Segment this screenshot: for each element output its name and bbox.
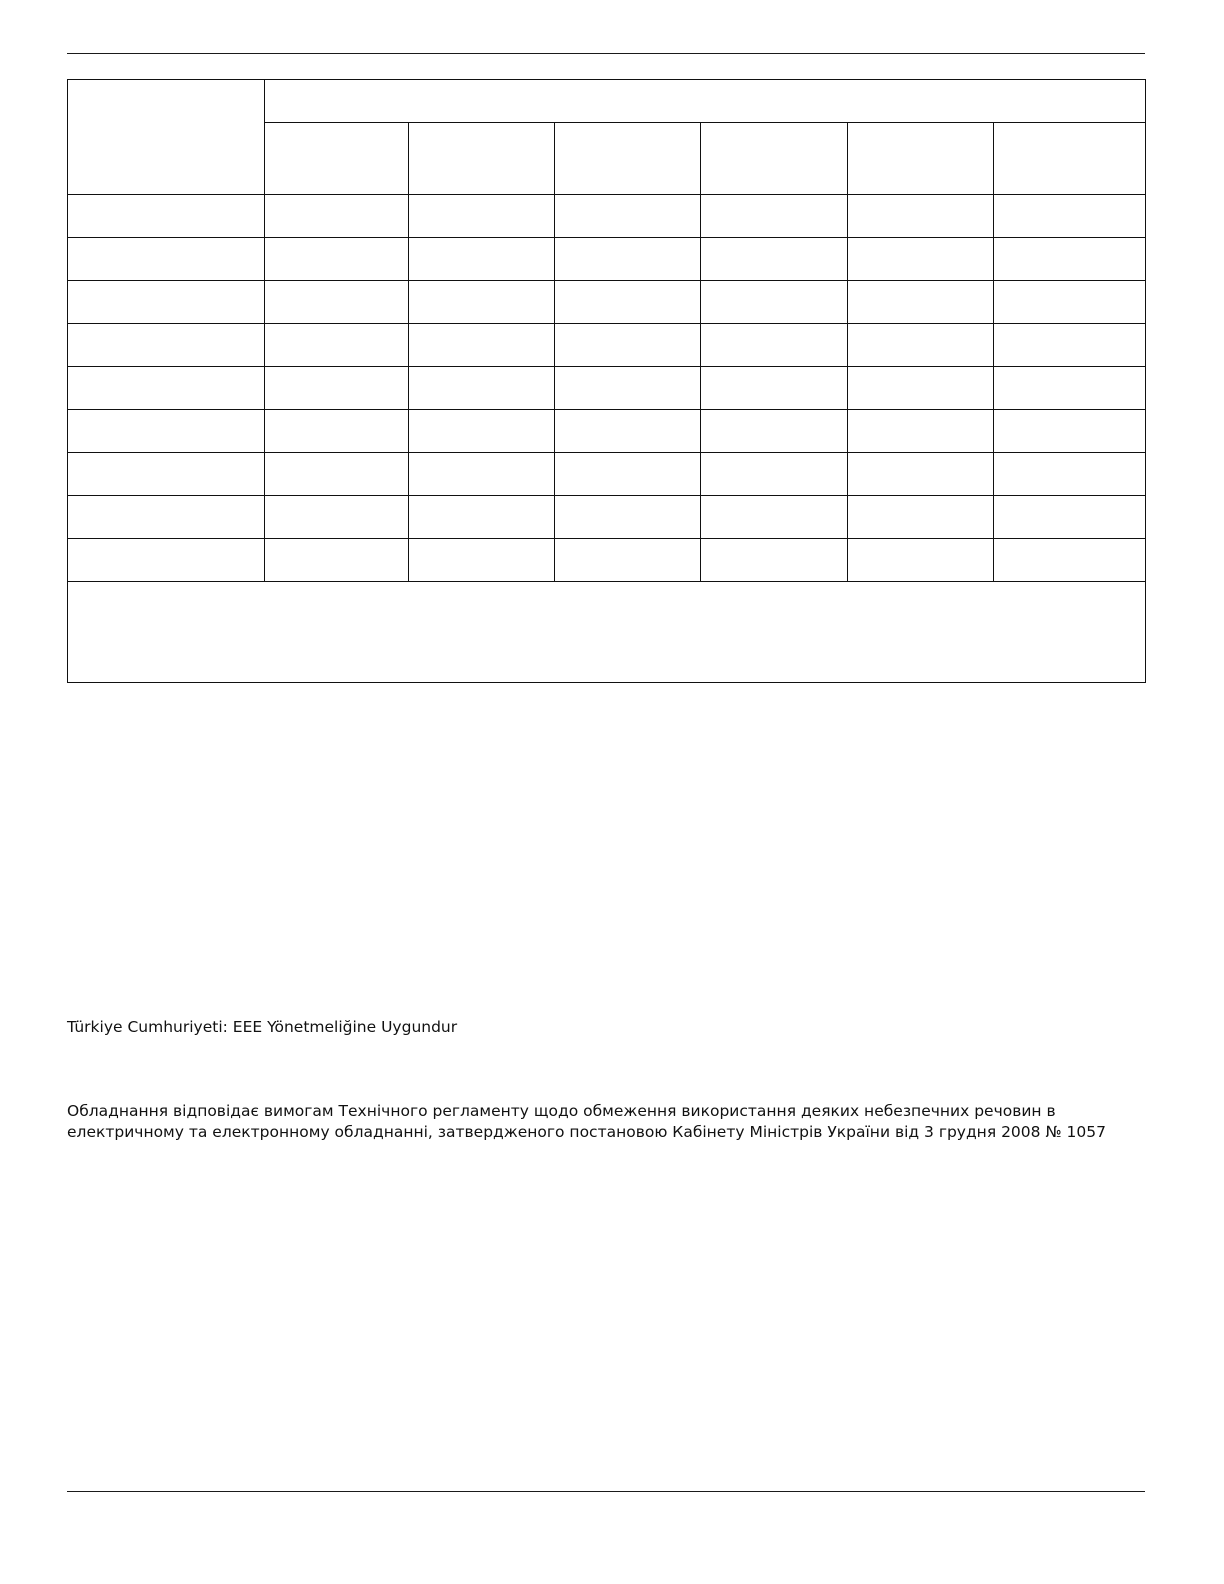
table-cell [265,238,409,281]
table-cell [409,539,555,582]
table-cell [555,410,701,453]
table-cell [848,324,994,367]
column-header [994,123,1146,195]
table-cell [848,367,994,410]
table-cell [265,324,409,367]
table-cell [555,453,701,496]
table-cell [555,539,701,582]
table-cell [701,281,848,324]
table-cell [848,238,994,281]
table-row [68,281,1146,324]
table-row [68,453,1146,496]
table-cell [555,367,701,410]
row-label [68,238,265,281]
table-row [68,367,1146,410]
column-header [555,123,701,195]
table-cell [848,195,994,238]
table-cell [265,539,409,582]
table-row [68,238,1146,281]
row-label [68,367,265,410]
column-header [409,123,555,195]
table-cell [994,238,1146,281]
table-cell [701,195,848,238]
table-cell [994,410,1146,453]
table-cell [555,238,701,281]
table-note [68,582,1146,683]
table-cell [701,410,848,453]
table-cell [848,539,994,582]
ukraine-compliance-statement: Обладнання відповідає вимогам Технічного регламенту щодо обмеження використання деяких небезпечних речовин в електричному та електронному обладнанні, затвердженого постановою Кабінету Міністрів України від 3 грудня 2008 № 1057 [67,1102,1106,1141]
table-row [68,539,1146,582]
row-label [68,281,265,324]
table-cell [265,410,409,453]
row-label [68,195,265,238]
top-rule [67,53,1145,54]
table-row [68,496,1146,539]
table-cell [409,238,555,281]
table-cell [994,496,1146,539]
table-cell [265,496,409,539]
table-cell [265,195,409,238]
table-cell [409,410,555,453]
row-label [68,453,265,496]
table-cell [848,410,994,453]
table-cell [701,539,848,582]
table-cell [994,281,1146,324]
row-label [68,410,265,453]
table-cell [555,281,701,324]
row-label [68,324,265,367]
table-cell [265,281,409,324]
column-header [848,123,994,195]
table-row [68,410,1146,453]
table-cell [555,324,701,367]
table-cell [994,324,1146,367]
table-cell [265,367,409,410]
table-cell [409,367,555,410]
table-cell [409,281,555,324]
table-cell [701,238,848,281]
table-cell [409,496,555,539]
table-cell [848,453,994,496]
table-cell [409,195,555,238]
row-label [68,539,265,582]
column-header [701,123,848,195]
substance-table [67,79,1146,683]
table-header-group [265,80,1146,123]
table-cell [848,281,994,324]
row-label [68,496,265,539]
bottom-rule [67,1491,1145,1492]
table-cell [994,195,1146,238]
table-row [68,324,1146,367]
table-cell [555,496,701,539]
table-cell [701,367,848,410]
table-cell [848,496,994,539]
table-cell [701,496,848,539]
table-cell [701,324,848,367]
substance-table-container [67,79,1145,683]
table-header-label [68,80,265,195]
turkey-compliance-statement: Türkiye Cumhuriyeti: EEE Yönetmeliğine Uygundur [67,1018,458,1036]
table-cell [409,453,555,496]
table-cell [701,453,848,496]
table-cell [994,539,1146,582]
table-cell [994,453,1146,496]
table-cell [555,195,701,238]
table-cell [994,367,1146,410]
column-header [265,123,409,195]
table-row [68,195,1146,238]
table-cell [265,453,409,496]
table-cell [409,324,555,367]
